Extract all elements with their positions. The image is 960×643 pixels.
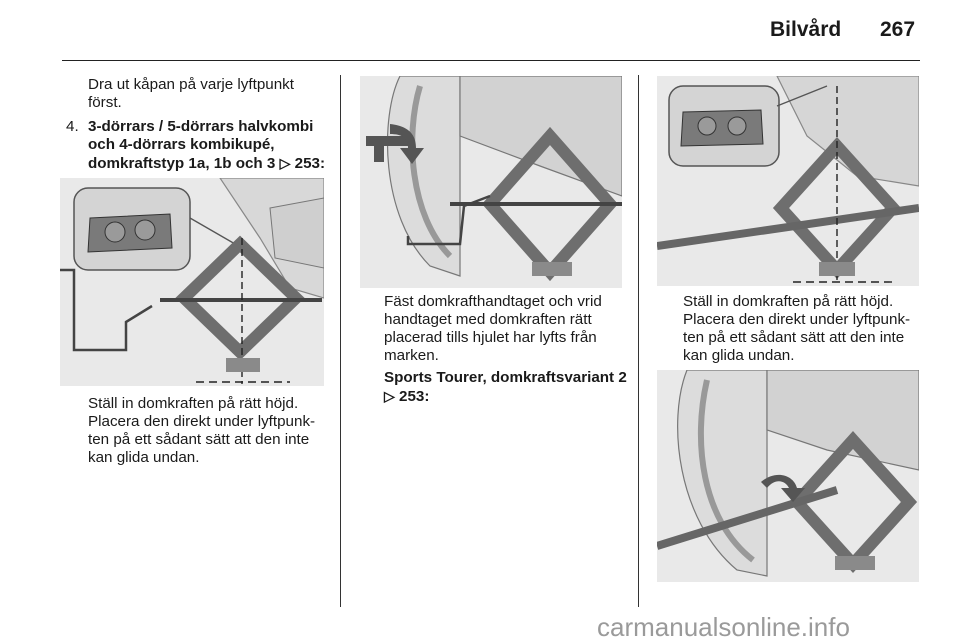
figure-jack-handle-attach <box>360 76 622 288</box>
step-number: 4. <box>66 118 79 135</box>
page-header <box>0 0 960 60</box>
step-heading-text: domkraftstyp 1a, 1b och 3 <box>88 155 276 172</box>
step-heading-line-1: 3-dörrars / 5-dörrars halvkombi <box>88 118 314 135</box>
caption-2-line-2: handtaget med domkraften rätt <box>384 311 592 328</box>
triangle-right-icon: ▷ <box>384 388 395 404</box>
caption-3-line-4: kan glida undan. <box>683 347 795 364</box>
caption-1-line-2: Placera den direkt under lyftpunk- <box>88 413 316 430</box>
column-separator-2 <box>638 75 639 607</box>
caption-3-line-2: Placera den direkt under lyftpunk- <box>683 311 911 328</box>
figure-jack-placement-tourer <box>657 76 919 286</box>
caption-1-line-3: ten på ett sådant sätt att den inte <box>88 431 310 448</box>
sports-tourer-page-ref: 253: <box>399 388 430 405</box>
figure-jack-placement-hatchback <box>60 178 324 386</box>
triangle-right-icon: ▷ <box>279 155 291 171</box>
step-heading-line-3 <box>88 154 325 173</box>
sports-tourer-ref-line <box>384 387 429 406</box>
caption-1-line-1: Ställ in domkraften på rätt höjd. <box>88 395 299 412</box>
caption-1-line-4: kan glida undan. <box>88 449 200 466</box>
section-title: Bilvård <box>770 18 842 41</box>
caption-2-line-3: placerad tills hjulet har lyfts från <box>384 329 597 346</box>
figure-jack-handle-tourer <box>657 370 919 582</box>
step-page-ref: 253: <box>294 155 326 172</box>
caption-2-line-1: Fäst domkrafthandtaget och vrid <box>384 293 602 310</box>
watermark: carmanualsonline.info <box>597 612 850 642</box>
caption-2-line-4: marken. <box>384 347 439 364</box>
sports-tourer-heading: Sports Tourer, domkraftsvariant 2 <box>384 369 627 386</box>
page-number: 267 <box>880 18 916 41</box>
intro-line-2: först. <box>88 94 122 111</box>
caption-3-line-1: Ställ in domkraften på rätt höjd. <box>683 293 894 310</box>
column-separator-1 <box>340 75 341 607</box>
header-rule <box>62 60 920 61</box>
step-heading-line-2: och 4-dörrars kombikupé, <box>88 136 275 153</box>
caption-3-line-3: ten på ett sådant sätt att den inte <box>683 329 905 346</box>
intro-line-1: Dra ut kåpan på varje lyftpunkt <box>88 76 294 93</box>
